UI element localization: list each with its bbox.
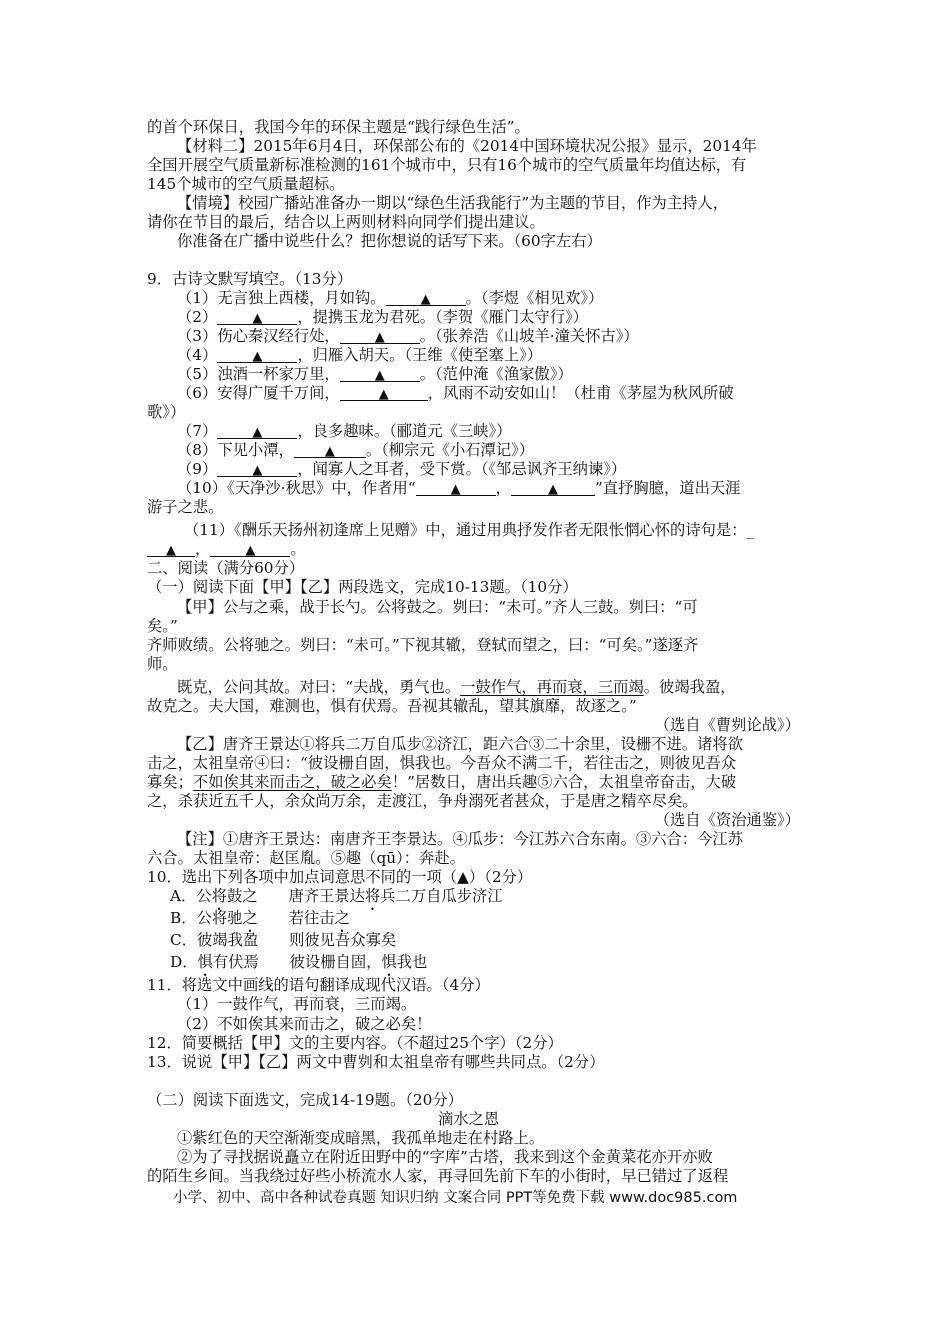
q10-option-a[interactable]: A．公将鼓之 唐齐王景达将兵二万自瓜步济江 [170,887,503,905]
q9-item-10-cont: 游子之悲。 [147,498,224,516]
q11-sentence-1: （1）一鼓作气，再而衰，三而竭。 [177,995,417,1013]
q9-item-5: （5）浊酒一杯家万里， ▲ 。（范仲淹《渔家傲》） [177,365,573,383]
q10-option-c[interactable]: C．彼竭我盈 则彼见吾众寡矣 [170,931,397,949]
scenario-line: 【情境】校园广播站准备办一期以“绿色生活我能行”为主题的节目，作为主持人， [177,194,729,212]
q10-title: 10．选出下列各项中加点词意思不同的一项（▲）（2分） [147,868,533,886]
q9-title: 9．古诗文默写填空。（13分） [147,270,353,288]
essay-paragraph: ②为了寻找据说矗立在附近田野中的“字库”古塔，我来到这个金黄菜花亦开亦败 [177,1148,713,1166]
material-two-line: 【材料二】2015年6月4日，环保部公布的《2014中国环境状况公报》显示，2014年 [177,137,757,155]
answer-blank[interactable]: ▲ [386,288,466,306]
q10-option-d[interactable]: D．惧有伏焉 彼设栅自固，惧我也 [170,953,428,971]
q10-option-b[interactable]: B．公将驰之 若往击之 [170,909,350,927]
q9-item-2: （2） ▲ ，提携玉龙为君死。（李贺《雁门太守行》） [177,308,588,326]
source-citation: （选自《曹刿论战》） [654,716,800,734]
answer-blank[interactable]: ▲ [217,307,297,325]
scenario-line: 你准备在广播中说些什么？把你想说的话写下来。（60字左右） [177,232,602,250]
q9-item-8: （8）下见小潭， ▲ 。（柳宗元《小石潭记》） [177,441,535,459]
q11-sentence-2: （2）不如俟其来而击之，破之必矣！ [177,1015,432,1033]
passage-yi-line: 之，杀获近五千人，余众尚万余，走渡江，争舟溺死者甚众，于是唐之精卒尽矣。 [147,792,698,810]
passage-yi-line: 击之，太祖皇帝④曰：“彼设栅自固，惧我也。今吾众不满二千，若往击之，则彼见吾众 [147,754,737,772]
q9-item-9: （9） ▲ ，闻寡人之耳者，受下赏。（《邹忌讽齐王纳谏》） [177,460,627,478]
answer-blank[interactable]: ▲ [217,421,297,439]
essay-paragraph: 的陌生乡间。当我绕过好些小桥流水人家，再寻回先前下车的小街时，早已错过了返程 [147,1167,729,1185]
answer-blank[interactable]: ▲ [217,459,297,477]
subsection-title: （一）阅读下面【甲】【乙】两段选文，完成10-13题。（10分） [147,578,578,596]
source-citation: （选自《资治通鉴》） [654,811,800,829]
q9-item-1: （1）无言独上西楼，月如钩。 ▲ 。（李煜《相见欢》） [177,289,604,307]
essay-paragraph: ①紫红色的天空渐渐变成暗黑，我孤单地走在村路上。 [177,1129,545,1147]
q9-item-6-cont: 歌》） [147,403,186,421]
passage-jia-line: 故克之。夫大国，难测也，惧有伏焉。吾视其辙乱，望其旗靡，故逐之。” [147,697,637,715]
passage-jia-line: 【甲】公与之乘，战于长勺。公将鼓之。刿曰：“未可。”齐人三鼓。刿曰：“可 [177,598,698,616]
q11-title: 11．将选文中画线的语句翻译成现代汉语。（4分） [147,976,490,994]
material-two-line: 145个城市的空气质量超标。 [147,175,345,193]
scenario-line: 请你在节目的最后，结合以上两则材料向同学们提出建议。 [147,213,545,231]
q9-item-4: （4） ▲ ，归雁入胡天。（王维《使至塞上》） [177,346,543,364]
q9-item-10: （10）《天净沙·秋思》中，作者用“ ▲ ， ▲ ”直抒胸臆，道出天涯 [177,479,741,497]
answer-blank[interactable]: ▲ [511,478,595,496]
page-footer: 小学、初中、高中各种试卷真题 知识归纳 文案合同 PPT等免费下载 www.doc985.com [173,1190,738,1206]
answer-blank[interactable]: ▲ [340,364,420,382]
essay-title: 滴水之恩 [438,1110,500,1128]
underlined-sentence: 不如俟其来而击之，破之必矣 [192,773,392,791]
answer-blank[interactable]: ▲ [294,440,366,458]
q9-item-11-cont: ▲ ， ▲ 。 [147,539,306,559]
passage-jia-line: 齐师败绩。公将驰之。刿曰：“未可。”下视其辙，登轼而望之，曰：“可矣。”遂逐齐 [147,636,699,654]
answer-blank[interactable]: ▲ [340,326,420,344]
passage-jia-line: 既克，公问其故。对曰：“夫战，勇气也。一鼓作气，再而衰，三而竭。彼竭我盈， [177,678,736,696]
q9-item-7: （7） ▲ ，良多趣味。（郦道元《三峡》） [177,422,512,440]
q9-item-6: （6）安得广厦千万间， ▲ ，风雨不动安如山！（杜甫《茅屋为秋风所破 [177,384,734,402]
answer-blank[interactable]: ▲ [340,383,428,401]
answer-blank[interactable]: ▲ [147,539,195,557]
passage-jia-line: 矣。” [147,617,178,635]
passage-yi-line: 【乙】唐齐王景达①将兵二万自瓜步②济江，距六合③二十余里，设栅不进。诸将欲 [177,735,743,753]
answer-blank[interactable]: ▲ [217,345,297,363]
intro-line: 的首个环保日，我国今年的环保主题是“践行绿色生活”。 [147,118,530,136]
passage-yi-line: 寡矣；不如俟其来而击之，破之必矣！”居数日，唐出兵趣⑤六合，太祖皇帝奋击，大破 [147,773,737,791]
subsection-title: （二）阅读下面选文，完成14-19题。（20分） [147,1091,463,1109]
note-line: 【注】①唐齐王景达：南唐齐王李景达。④瓜步：今江苏六合东南。③六合：今江苏 [177,830,743,848]
q9-item-3: （3）伤心秦汉经行处， ▲ 。（张养浩《山坡羊·潼关怀古》） [177,327,639,345]
q13-title: 13．说说【甲】【乙】两文中曹刿和太祖皇帝有哪些共同点。（2分） [147,1053,605,1071]
section-title: 二、阅读（满分60分） [147,559,305,577]
answer-blank[interactable]: ▲ [210,539,290,557]
underlined-sentence: 一鼓作气，再而衰，三而竭 [460,678,644,696]
answer-blank[interactable]: ▲ [416,478,496,496]
q9-item-11: （11）《酬乐天扬州初逢席上见赠》中，通过用典抒发作者无限怅惘心怀的诗句是：_ [184,521,755,539]
note-line: 六合。太祖皇帝：赵匡胤。⑤趣（qū）：奔赴。 [147,849,465,867]
passage-jia-line: 师。 [147,655,178,673]
q12-title: 12．简要概括【甲】文的主要内容。（不超过25个字）（2分） [147,1034,563,1052]
material-two-line: 全国开展空气质量新标准检测的161个城市中，只有16个城市的空气质量年均值达标，有 [147,156,747,174]
